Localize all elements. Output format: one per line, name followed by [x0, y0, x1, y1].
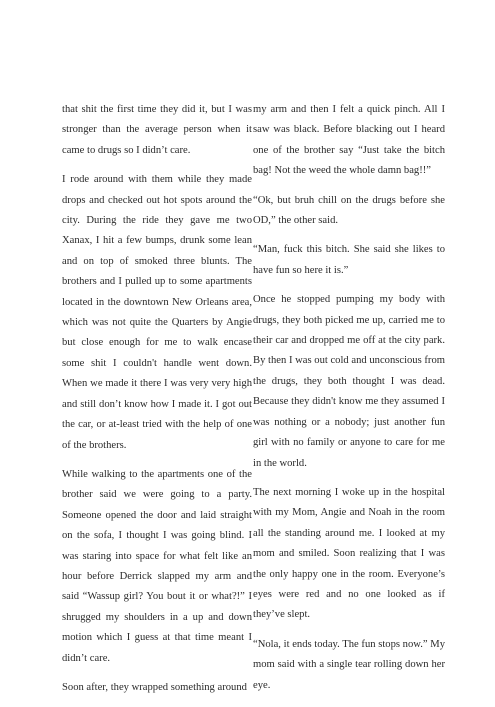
paragraph: Once he stopped pumping my body with drugs, they both picked me up, carried me to their car and dropped me off at the city park. By then I was out cold and unconscious from the drugs, they both thought I was dead. Because they didn't know me they assumed I was nothing or a nobody; just another fun girl with no family or anyone to care for me in the world. — [253, 294, 445, 469]
paragraph: The next morning I woke up in the hospital with my Mom, Angie and Noah in the room all the standing around me. I looked at my mom and smiled. Soon realizing that I was the only happy one in the room. Everyone’s eyes were red and no one looked as if they’ve slept. — [253, 486, 445, 621]
paragraph: While walking to the apartments one of the brother said we were going to a party. Someone opened the door and laid straight on the sofa, I thought I was going blind. I was staring into space for what felt like an hour before Derrick slapped my arm and said “Wassup girl? You bout it or what?!” I shrugged my shoulders in a up and down motion which I guess at that time meant I didn’t care. — [62, 468, 252, 664]
paragraph: “Nola, it ends today. The fun stops now.” My mom said with a single tear rolling down her eye. — [253, 638, 445, 691]
paragraph: my arm and then I felt a quick pinch. All I saw was black. Before blacking out I heard one of the brother say “Just take the bitch bag! Not the weed the whole damn bag!!” — [253, 104, 445, 177]
paragraph: I rode around with them while they made drops and checked out hot spots around the city. During the ride they gave me two Xanax, I hit a few bumps, drunk some lean and on top of smoked three blunts. The brothers and I pulled up to some apartments located in the downtown New Orleans area, which was not quite the Quarters by Angie but close enough for me to walk encase some shit I couldn't handle went down. When we made it there I was very very high and still don’t know how I made it. I got out the car, or at-least tried with the help of one of the brothers. — [62, 174, 252, 451]
paragraph: “Ok, but bruh chill on the drugs before she OD,” the other said. — [253, 194, 445, 227]
paragraph: that shit the first time they did it, but I was stronger than the average person when it came to drugs so I didn’t care. — [62, 104, 252, 156]
right-text-column — [253, 100, 445, 705]
paragraph: “Man, fuck this bitch. She said she likes to have fun so here it is.” — [253, 244, 445, 276]
left-text-column — [62, 100, 252, 707]
paragraph: Soon after, they wrapped something around — [62, 681, 247, 693]
